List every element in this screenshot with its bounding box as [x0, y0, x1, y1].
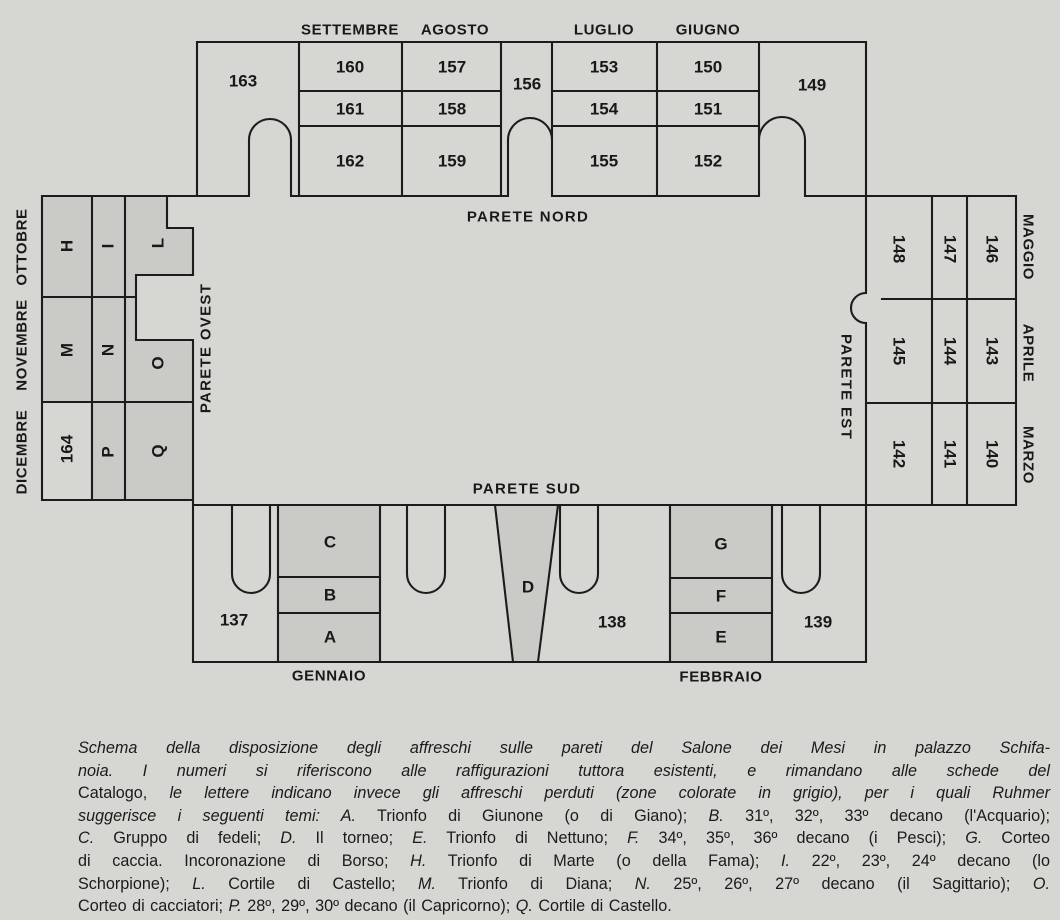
cell-label-164: 164	[57, 434, 77, 464]
zone-label-l: L	[148, 237, 168, 249]
caption-line: C. Gruppo di fedeli; D. Il torneo; E. Trionfo di Nettuno; F. 34º, 35º, 36º decano (i Pesci); G. Corteo	[78, 829, 1050, 848]
wall-label-parete-est: PARETE EST	[837, 333, 855, 441]
cell-label-143: 143	[982, 336, 1002, 366]
month-gennaio: GENNAIO	[291, 667, 367, 685]
zone-label-o: O	[148, 356, 168, 370]
month-luglio: LUGLIO	[573, 21, 635, 39]
cell-label-149: 149	[797, 75, 827, 95]
zone-label-d: D	[521, 577, 535, 597]
cell-label-162: 162	[335, 151, 365, 171]
caption-line: Schema della disposizione degli affreschi sulle pareti del Salone dei Mesi in palazzo Schifa-	[78, 739, 1050, 757]
caption-line: suggerisce i seguenti temi: A. Trionfo di Giunone (o di Giano); B. 31º, 32º, 33º decano (l'Acquario);	[78, 806, 1050, 825]
zone-label-f: F	[715, 586, 727, 606]
month-ottobre: OTTOBRE	[13, 208, 31, 286]
zone-label-i: I	[98, 243, 118, 249]
zone-label-p: P	[98, 446, 118, 458]
cell-label-151: 151	[693, 99, 723, 119]
zone-label-m: M	[57, 342, 77, 358]
cell-label-150: 150	[693, 57, 723, 77]
cell-label-141: 141	[940, 439, 960, 469]
caption-line: Corteo di cacciatori; P. 28º, 29º, 30º decano (il Capricorno); Q. Cortile di Castello.	[78, 897, 672, 916]
cell-label-144: 144	[940, 336, 960, 366]
wall-label-parete-sud: PARETE SUD	[472, 480, 582, 498]
month-giugno: GIUGNO	[675, 21, 741, 39]
zone-label-g: G	[714, 534, 728, 554]
cell-label-153: 153	[589, 57, 619, 77]
month-dicembre: DICEMBRE	[13, 409, 31, 495]
cell-label-158: 158	[437, 99, 467, 119]
month-settembre: SETTEMBRE	[301, 21, 399, 39]
wall-label-parete-nord: PARETE NORD	[466, 208, 590, 226]
cell-label-146: 146	[982, 234, 1002, 264]
month-novembre: NOVEMBRE	[13, 299, 31, 391]
caption-line: Schorpione); L. Cortile di Castello; M. Trionfo di Diana; N. 25º, 26º, 27º decano (il Sagittario); O.	[78, 874, 1050, 893]
cell-label-137: 137	[219, 610, 249, 630]
cell-label-145: 145	[889, 336, 909, 366]
cell-label-148: 148	[889, 234, 909, 264]
zone-label-e: E	[715, 627, 727, 647]
zone-label-h: H	[57, 239, 77, 253]
caption-line: noia. I numeri si riferiscono alle raffigurazioni tuttora esistenti, e rimandano alle schede del	[78, 761, 1050, 780]
month-agosto: AGOSTO	[420, 21, 490, 39]
cell-label-142: 142	[889, 439, 909, 469]
zone-label-b: B	[323, 585, 337, 605]
cell-label-161: 161	[335, 99, 365, 119]
month-maggio: MAGGIO	[1019, 213, 1037, 281]
zone-label-q: Q	[148, 444, 168, 458]
month-marzo: MARZO	[1019, 426, 1037, 484]
month-febbraio: FEBBRAIO	[679, 668, 763, 686]
cell-label-156: 156	[512, 74, 542, 94]
cell-label-157: 157	[437, 57, 467, 77]
caption-line: di caccia. Incoronazione di Borso; H. Trionfo di Marte (o della Fama); I. 22º, 23º, 24º decano (lo	[78, 851, 1050, 870]
caption	[78, 737, 1050, 918]
cell-label-159: 159	[437, 151, 467, 171]
wall-label-parete-ovest: PARETE OVEST	[197, 282, 215, 414]
cell-label-139: 139	[803, 612, 833, 632]
cell-label-138: 138	[597, 612, 627, 632]
lost-zone-shading	[42, 196, 772, 662]
cell-label-163: 163	[228, 71, 258, 91]
zone-label-c: C	[323, 532, 337, 552]
month-aprile: APRILE	[1019, 323, 1037, 383]
zone-label-n: N	[98, 343, 118, 357]
cell-label-160: 160	[335, 57, 365, 77]
cell-label-155: 155	[589, 151, 619, 171]
cell-label-154: 154	[589, 99, 619, 119]
zone-label-a: A	[323, 627, 337, 647]
cell-label-147: 147	[940, 234, 960, 264]
caption-line: Catalogo, le lettere indicano invece gli affreschi perduti (zone colorate in grigio), per i quali Ruhmer	[78, 784, 1050, 803]
cell-label-140: 140	[982, 439, 1002, 469]
cell-label-152: 152	[693, 151, 723, 171]
